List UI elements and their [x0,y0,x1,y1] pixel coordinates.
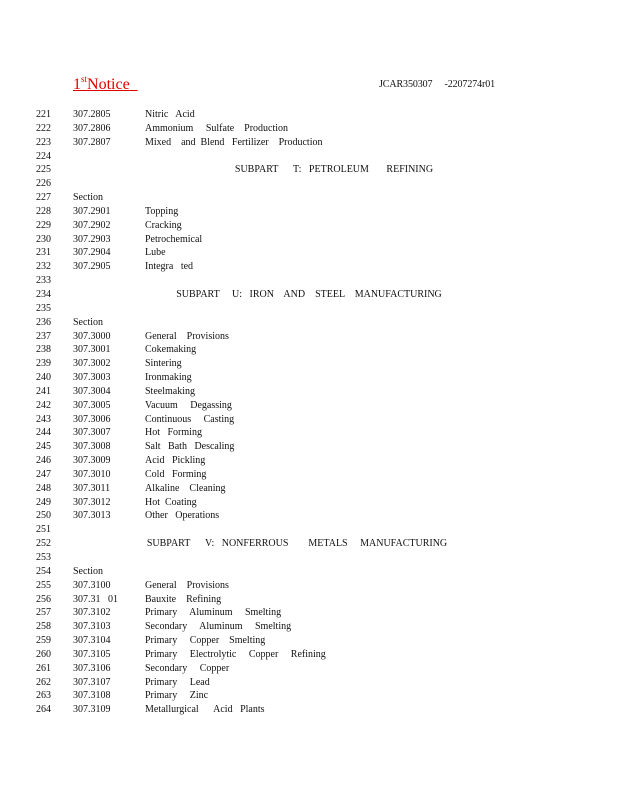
line-number: 261 [36,662,51,674]
document-line [0,399,618,413]
notice-word: Notice [87,76,130,93]
document-line [0,260,618,274]
document-line [0,634,618,648]
document-line [0,606,618,620]
line-number: 227 [36,192,51,204]
document-line [0,413,618,427]
document-line [0,136,618,150]
section-title: Primary Electrolytic Copper Refining [145,648,326,660]
document-line [0,468,618,482]
section-number: 307.31 01 [73,593,118,605]
line-number: 235 [36,302,51,314]
document-line [0,662,618,676]
line-number: 240 [36,372,51,384]
line-number: 263 [36,690,51,702]
section-number: 307.3010 [73,468,111,480]
section-number: Section [73,192,103,204]
document-line [0,191,618,205]
section-number: 307.3102 [73,607,111,619]
document-line [0,163,618,177]
section-number: 307.3103 [73,621,111,633]
section-title: Primary Aluminum Smelting [145,607,282,619]
document-line [0,246,618,260]
document-line [0,385,618,399]
document-line [0,648,618,662]
line-number: 234 [36,288,51,300]
section-title: Topping [145,205,179,217]
section-number: 307.3000 [73,330,111,342]
document-line [0,302,618,316]
document-line [0,330,618,344]
line-number: 223 [36,136,51,148]
document-line [0,219,618,233]
section-title: Vacuum Degassing [145,399,232,411]
section-number: 307.3012 [73,496,111,508]
line-number: 253 [36,552,51,563]
section-number: 307.2905 [73,261,111,273]
section-title: Integra ted [145,261,194,273]
document-line [0,620,618,634]
section-number: 307.3002 [73,358,111,370]
section-title: Ammonium Sulfate Production [145,122,289,134]
document-line [0,440,618,454]
section-title: Petrochemical [145,233,203,245]
section-title: Secondary Aluminum Smelting [145,621,292,633]
document-line [0,565,618,579]
line-number: 231 [36,247,51,259]
subpart-heading: SUBPART U: IRON AND STEEL MANUFACTURING [176,288,442,300]
line-number: 245 [36,441,51,453]
section-title: Alkaline Cleaning [145,482,226,494]
line-number: 226 [36,178,51,190]
section-title: Primary Zinc [145,690,209,702]
section-number: 307.3008 [73,441,111,453]
line-number: 255 [36,579,51,591]
document-line [0,496,618,510]
subpart-heading: SUBPART V: NONFERROUS METALS MANUFACTURING [146,538,448,550]
document-line [0,579,618,593]
section-title: Bauxite Refining [145,593,222,605]
section-number: 307.3105 [73,648,111,660]
line-number: 259 [36,635,51,647]
notice-number: 1 [73,76,81,93]
section-number: 307.2904 [73,247,111,259]
document-line [0,426,618,440]
section-number: 307.3006 [73,413,111,425]
line-number: 252 [36,538,51,550]
section-number: 307.3106 [73,662,111,674]
section-title: Cold Forming [145,468,207,480]
section-number: 307.3007 [73,427,111,439]
line-number: 241 [36,385,51,397]
line-number: 264 [36,704,51,716]
section-title: Steelmaking [145,385,195,397]
line-number: 262 [36,676,51,688]
section-number: 307.3009 [73,455,111,467]
section-title: Acid Pickling [145,455,206,467]
section-number: 307.2902 [73,219,111,231]
document-line [0,357,618,371]
document-line [0,676,618,690]
section-number: 307.3013 [73,510,111,522]
line-number: 248 [36,482,51,494]
section-number: Section [73,565,103,577]
section-title: Mixed and Blend Fertilizer Production [145,136,323,148]
document-line [0,122,618,136]
line-number: 229 [36,219,51,231]
subpart-heading: SUBPART T: PETROLEUM REFINING [234,164,434,176]
section-number: 307.3100 [73,579,111,591]
section-number: 307.3005 [73,399,111,411]
section-title: Cokemaking [145,344,197,356]
line-number: 246 [36,455,51,467]
line-number: 236 [36,316,51,328]
document-line [0,343,618,357]
document-code [379,79,495,90]
document-line [0,177,618,191]
section-number: 307.2807 [73,136,111,148]
section-title: Metallurgical Acid Plants [145,704,265,716]
document-line [0,150,618,164]
section-title: Primary Lead [145,676,210,688]
section-title: Other Operations [145,510,220,522]
section-number: 307.3109 [73,704,111,716]
line-number: 250 [36,510,51,522]
line-number: 254 [36,565,51,577]
document-line [0,316,618,330]
section-title: Hot Forming [145,427,202,439]
section-number: 307.3001 [73,344,111,356]
line-number: 222 [36,122,51,134]
document-line [0,523,618,537]
section-title: Hot Coating [145,496,197,508]
section-title: Lube [145,247,166,259]
line-number: 257 [36,607,51,619]
section-number: 307.3011 [73,482,111,494]
line-number: 233 [36,275,51,287]
line-number: 239 [36,358,51,370]
section-title: Primary Copper Smelting [145,635,266,647]
section-number: Section [73,316,103,328]
section-title: Cracking [145,219,182,231]
notice-superscript: st [81,74,88,84]
document-line [0,689,618,703]
document-line [0,233,618,247]
line-number: 230 [36,233,51,245]
document-line [0,482,618,496]
document-line [0,703,618,717]
section-title: Nitric Acid [145,109,195,120]
line-number: 256 [36,593,51,605]
document-line [0,593,618,607]
line-number: 224 [36,150,51,162]
line-number: 237 [36,330,51,342]
section-number: 307.2901 [73,205,111,217]
section-title: Continuous Casting [145,413,235,425]
section-number: 307.3107 [73,676,111,688]
section-number: 307.2903 [73,233,111,245]
section-number: 307.3104 [73,635,111,647]
section-number: 307.3003 [73,372,111,384]
line-number: 225 [36,164,51,176]
document-line [0,205,618,219]
section-number: 307.2805 [73,109,111,120]
line-number: 221 [36,109,51,120]
document-line [0,108,618,122]
document-code-suffix: -2207274r01 [444,79,496,90]
numbered-lines [0,108,618,717]
document-line [0,371,618,385]
line-number: 247 [36,468,51,480]
line-number: 238 [36,344,51,356]
document-line [0,454,618,468]
document-code-id: JCAR350307 [379,79,433,90]
line-number: 249 [36,496,51,508]
section-number: 307.2806 [73,122,111,134]
line-number: 242 [36,399,51,411]
document-line [0,274,618,288]
document-line [0,551,618,565]
line-number: 260 [36,648,51,660]
line-number: 251 [36,524,51,536]
line-number: 258 [36,621,51,633]
line-number: 232 [36,261,51,273]
section-number: 307.3004 [73,385,111,397]
document-line [0,288,618,302]
section-title: Sintering [145,358,182,370]
notice-label [73,74,138,94]
document-line [0,509,618,523]
section-title: General Provisions [145,579,229,591]
section-title: General Provisions [145,330,229,342]
line-number: 228 [36,205,51,217]
line-number: 243 [36,413,51,425]
section-title: Ironmaking [145,372,192,384]
line-number: 244 [36,427,51,439]
section-number: 307.3108 [73,690,111,702]
section-title: Secondary Copper [145,662,230,674]
section-title: Salt Bath Descaling [145,441,235,453]
document-line [0,537,618,551]
